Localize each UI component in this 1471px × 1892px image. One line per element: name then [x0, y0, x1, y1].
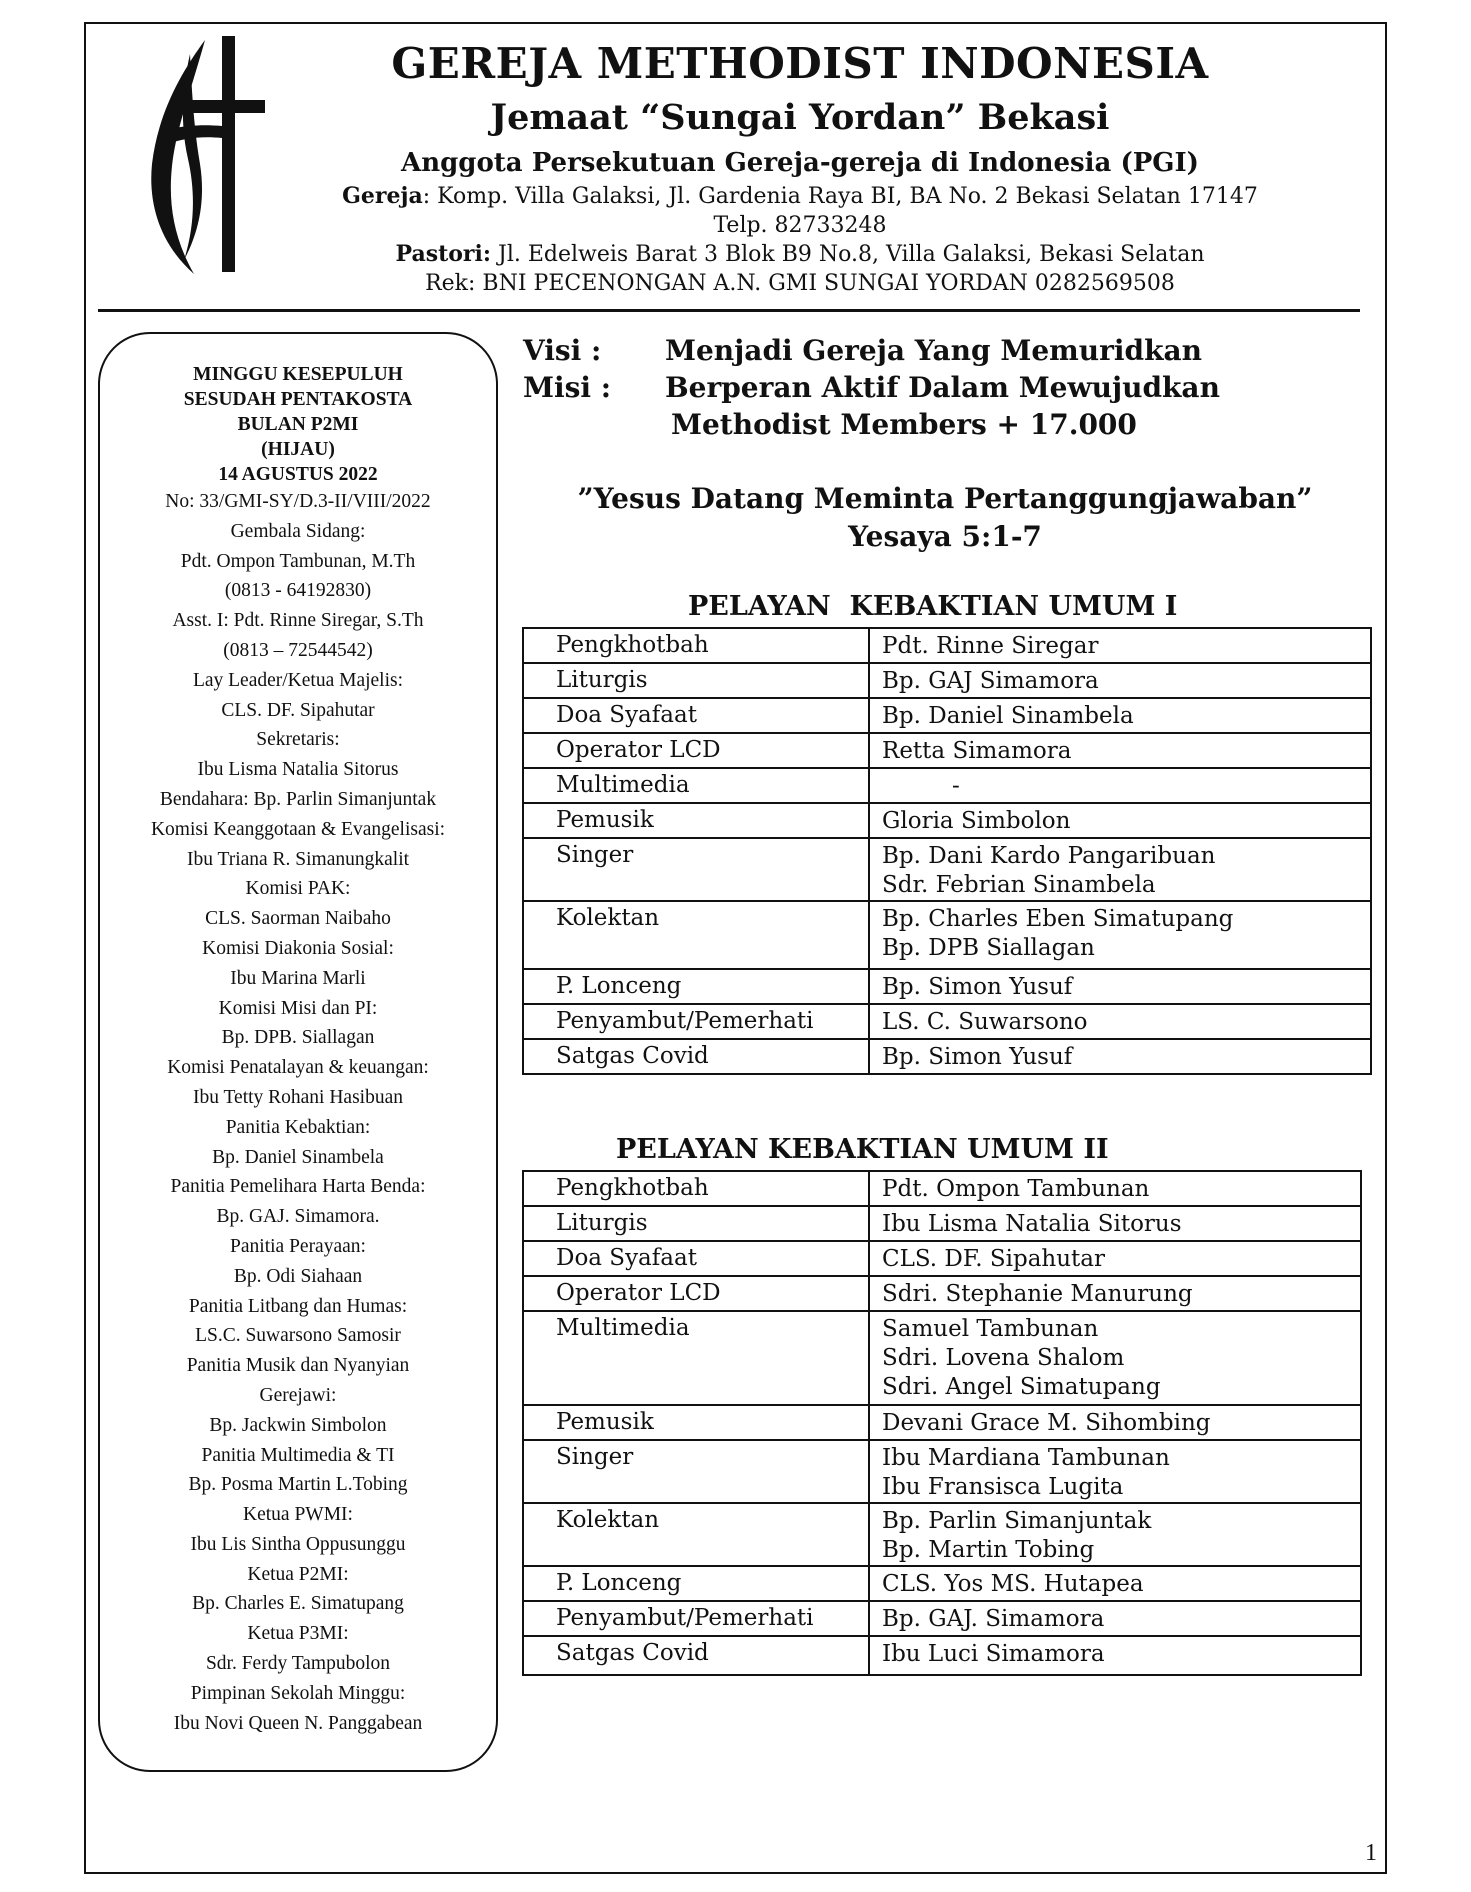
org-name: GEREJA METHODIST INDONESIA [391, 39, 1209, 88]
role-cell: Liturgis [556, 667, 648, 693]
table-row [523, 1311, 1361, 1405]
sidebar-line: Asst. I: Pdt. Rinne Siregar, S.Th [172, 610, 424, 632]
sidebar-line: Bp. Jackwin Simbolon [209, 1414, 387, 1436]
name-cell: Retta Simamora [882, 738, 1072, 764]
sidebar-line: No: 33/GMI-SY/D.3-II/VIII/2022 [165, 491, 431, 512]
name-cell: Ibu Luci Simamora [882, 1641, 1105, 1667]
table-row [523, 838, 1371, 901]
membership-line: Anggota Persekutuan Gereja-gereja di Indonesia (PGI) [401, 148, 1199, 178]
table-row [523, 733, 1371, 768]
role-cell: Operator LCD [556, 1280, 721, 1306]
sidebar-line: Komisi Diakonia Sosial: [202, 937, 394, 959]
visi-text: Menjadi Gereja Yang Memuridkan [665, 334, 1203, 367]
church-address: Gereja: Komp. Villa Galaksi, Jl. Gardenia Raya BI, BA No. 2 Bekasi Selatan 17147 [342, 183, 1258, 209]
name-cell: Bp. GAJ Simamora [882, 668, 1099, 694]
role-cell: P. Lonceng [556, 973, 682, 999]
sidebar-line: (0813 – 72544542) [223, 639, 373, 661]
sidebar-heading-line: 14 AGUSTUS 2022 [218, 464, 378, 485]
scripture-ref: Yesaya 5:1-7 [848, 520, 1042, 553]
table-row [523, 1241, 1361, 1276]
sidebar-line: Sekretaris: [256, 729, 340, 751]
sidebar-line: Panitia Multimedia & TI [201, 1444, 395, 1466]
role-cell: Operator LCD [556, 737, 721, 763]
sidebar-heading-line: (HIJAU) [261, 439, 335, 460]
sidebar-line: Ibu Tetty Rohani Hasibuan [192, 1086, 404, 1108]
vision-mission [523, 332, 1220, 443]
table-row [523, 1636, 1361, 1675]
sidebar-line: Panitia Perayaan: [230, 1235, 366, 1257]
name-cell: Devani Grace M. Sihombing [882, 1410, 1211, 1436]
name-cell: Bp. Simon Yusuf [882, 974, 1073, 1000]
sidebar-line: Panitia Kebaktian: [225, 1116, 371, 1138]
page-number: 1 [1365, 1840, 1377, 1866]
name-cell: Bp. DPB Siallagan [882, 935, 1095, 961]
sidebar-line: Komisi Penatalayan & keuangan: [167, 1057, 429, 1079]
sidebar-officers [98, 362, 498, 1738]
sidebar-line: Ibu Lis Sintha Oppusunggu [190, 1533, 406, 1555]
service-1-title: PELAYAN KEBAKTIAN UMUM I [688, 591, 1178, 622]
name-cell: Sdri. Angel Simatupang [882, 1374, 1161, 1400]
name-cell: Pdt. Rinne Siregar [882, 633, 1099, 659]
service-2-table [522, 1170, 1362, 1676]
name-cell: Bp. Martin Tobing [882, 1537, 1095, 1563]
sidebar-line: Panitia Musik dan Nyanyian [186, 1355, 410, 1377]
misi-text: Berperan Aktif Dalam Mewujudkan [665, 371, 1220, 404]
visi-label: Visi : [523, 334, 602, 367]
table-row [523, 1566, 1361, 1601]
table-row [523, 1440, 1361, 1503]
name-cell: - [952, 773, 960, 799]
sidebar-line: Ketua PWMI: [243, 1504, 353, 1526]
role-cell: P. Lonceng [556, 1570, 682, 1596]
name-cell: Gloria Simbolon [882, 808, 1071, 834]
sidebar-line: Bp. Posma Martin L.Tobing [188, 1474, 408, 1496]
sidebar-line: Bp. DPB. Siallagan [221, 1027, 375, 1049]
table-row [523, 969, 1371, 1004]
role-cell: Liturgis [556, 1210, 648, 1236]
name-cell: Bp. Parlin Simanjuntak [882, 1508, 1152, 1534]
sidebar-line: Bendahara: Bp. Parlin Simanjuntak [159, 788, 437, 810]
name-cell: CLS. Yos MS. Hutapea [882, 1571, 1144, 1597]
sidebar-line: Sdr. Ferdy Tampubolon [205, 1653, 391, 1675]
sermon-title: ”Yesus Datang Meminta Pertanggungjawaban” [577, 482, 1313, 515]
role-cell: Satgas Covid [556, 1043, 709, 1069]
misi-text-2: Methodist Members + 17.000 [671, 408, 1137, 441]
parsonage-address: Pastori: Jl. Edelweis Barat 3 Blok B9 No.8, Villa Galaksi, Bekasi Selatan [395, 241, 1205, 267]
name-cell: LS. C. Suwarsono [882, 1009, 1088, 1035]
sidebar-line: Komisi PAK: [245, 878, 351, 900]
church-phone: Telp. 82733248 [713, 213, 887, 238]
sidebar-line: Bp. Charles E. Simatupang [192, 1593, 404, 1615]
sidebar-line: Gerejawi: [259, 1384, 337, 1406]
role-cell: Penyambut/Pemerhati [556, 1605, 814, 1631]
misi-label: Misi : [523, 371, 612, 404]
name-cell: Ibu Lisma Natalia Sitorus [882, 1211, 1182, 1237]
table-row [523, 1171, 1361, 1206]
name-cell: Samuel Tambunan [882, 1316, 1099, 1342]
table-row [523, 1206, 1361, 1241]
sidebar-line: Gembala Sidang: [230, 520, 366, 542]
table-row [523, 901, 1371, 969]
role-cell: Pengkhotbah [556, 1175, 709, 1201]
name-cell: Bp. GAJ. Simamora [882, 1606, 1105, 1632]
sidebar-line: Pimpinan Sekolah Minggu: [190, 1682, 406, 1704]
sidebar-heading-line: MINGGU KESEPULUH [193, 364, 403, 385]
sidebar-line: Pdt. Ompon Tambunan, M.Th [180, 550, 416, 572]
letterhead [230, 36, 1370, 298]
role-cell: Doa Syafaat [556, 702, 697, 728]
sidebar-line: Komisi Keanggotaan & Evangelisasi: [150, 818, 446, 840]
role-cell: Satgas Covid [556, 1640, 709, 1666]
sidebar-line: LS.C. Suwarsono Samosir [195, 1325, 401, 1347]
sidebar-heading-line: SESUDAH PENTAKOSTA [183, 389, 413, 410]
service-2-title: PELAYAN KEBAKTIAN UMUM II [616, 1134, 1109, 1165]
sidebar-line: Ketua P2MI: [247, 1563, 349, 1585]
name-cell: Bp. Dani Kardo Pangaribuan [882, 843, 1216, 869]
congregation-name: Jemaat “Sungai Yordan” Bekasi [490, 97, 1110, 138]
role-cell: Singer [556, 842, 634, 868]
table-row [523, 1004, 1371, 1039]
table-row [523, 698, 1371, 733]
sidebar-line: Ibu Triana R. Simanungkalit [186, 848, 410, 870]
name-cell: Ibu Mardiana Tambunan [882, 1445, 1170, 1471]
header-divider [98, 309, 1360, 312]
table-row [523, 663, 1371, 698]
sidebar-line: Panitia Pemelihara Harta Benda: [170, 1176, 426, 1198]
sidebar-heading-line: BULAN P2MI [237, 414, 359, 435]
sidebar-line: (0813 - 64192830) [224, 580, 372, 602]
sidebar-line: Ketua P3MI: [247, 1623, 349, 1645]
table-row [523, 1276, 1361, 1311]
sidebar-line: Ibu Novi Queen N. Panggabean [173, 1712, 423, 1734]
sidebar-line: CLS. Saorman Naibaho [205, 908, 391, 930]
sermon-theme [490, 480, 1400, 556]
sidebar-line: Ibu Marina Marli [230, 967, 366, 989]
sidebar-line: Komisi Misi dan PI: [218, 997, 378, 1019]
role-cell: Pengkhotbah [556, 632, 709, 658]
name-cell: Bp. Simon Yusuf [882, 1044, 1073, 1070]
name-cell: Bp. Daniel Sinambela [882, 703, 1134, 729]
table-row [523, 628, 1371, 663]
service-1-table [522, 627, 1372, 1075]
table-row [523, 1601, 1361, 1636]
role-cell: Kolektan [556, 905, 660, 931]
role-cell: Singer [556, 1444, 634, 1470]
role-cell: Pemusik [556, 1409, 654, 1435]
name-cell: Sdri. Lovena Shalom [882, 1345, 1125, 1371]
table-row [523, 803, 1371, 838]
name-cell: Sdr. Febrian Sinambela [882, 872, 1156, 898]
sidebar-line: Bp. Odi Siahaan [233, 1265, 363, 1287]
table-row [523, 1503, 1361, 1566]
sidebar-line: CLS. DF. Sipahutar [221, 699, 375, 721]
sidebar-line: Lay Leader/Ketua Majelis: [192, 669, 404, 691]
sidebar-line: Panitia Litbang dan Humas: [188, 1295, 408, 1317]
sidebar-line: Bp. Daniel Sinambela [212, 1146, 384, 1168]
table-row [523, 768, 1371, 803]
role-cell: Doa Syafaat [556, 1245, 697, 1271]
sidebar-line: Bp. GAJ. Simamora. [216, 1206, 380, 1228]
bank-account: Rek: BNI PECENONGAN A.N. GMI SUNGAI YORDAN 0282569508 [425, 271, 1175, 296]
role-cell: Penyambut/Pemerhati [556, 1008, 814, 1034]
table-row [523, 1405, 1361, 1440]
role-cell: Pemusik [556, 807, 654, 833]
name-cell: Pdt. Ompon Tambunan [882, 1176, 1150, 1202]
name-cell: Bp. Charles Eben Simatupang [882, 906, 1234, 932]
role-cell: Multimedia [556, 1315, 690, 1341]
name-cell: CLS. DF. Sipahutar [882, 1246, 1105, 1272]
name-cell: Ibu Fransisca Lugita [882, 1474, 1124, 1500]
table-row [523, 1039, 1371, 1074]
role-cell: Multimedia [556, 772, 690, 798]
name-cell: Sdri. Stephanie Manurung [882, 1281, 1193, 1307]
role-cell: Kolektan [556, 1507, 660, 1533]
sidebar-line: Ibu Lisma Natalia Sitorus [197, 759, 399, 781]
